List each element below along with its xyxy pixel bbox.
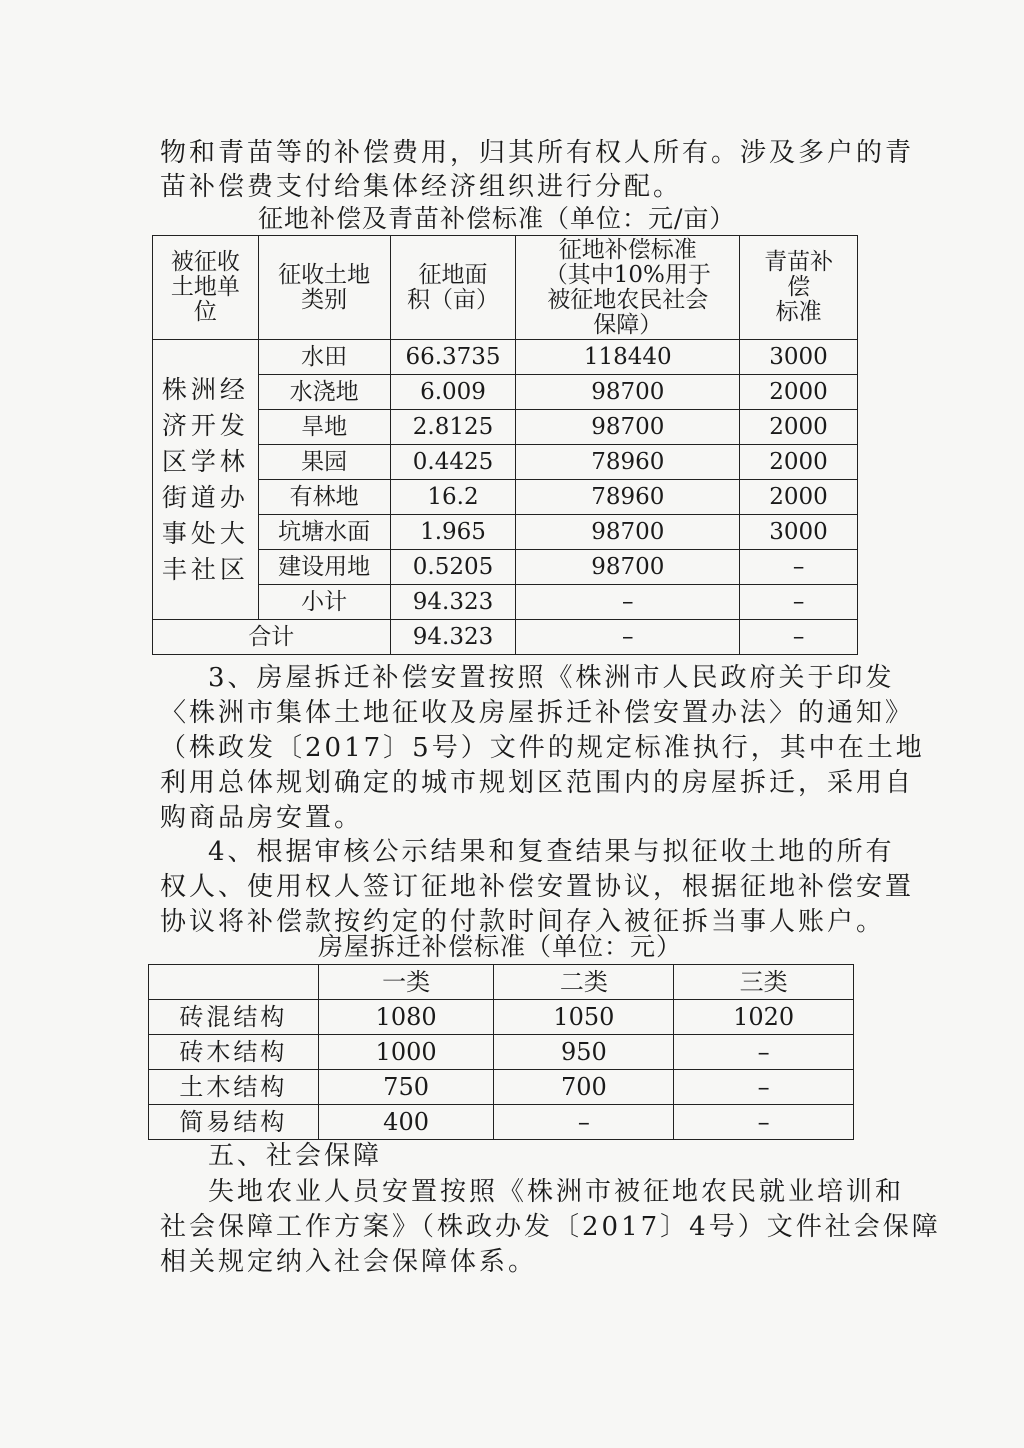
cell-standard: 78960	[516, 480, 740, 515]
table-row	[153, 480, 858, 515]
cell-crop: –	[740, 550, 858, 585]
paragraph-line: 〈株洲市集体土地征收及房屋拆迁补偿安置办法〉的通知》	[160, 698, 915, 728]
cell-crop: 2000	[740, 480, 858, 515]
cell-class-1: 750	[318, 1070, 494, 1105]
cell-standard: 98700	[516, 550, 740, 585]
cell-crop: 3000	[740, 515, 858, 550]
cell-standard: 98700	[516, 410, 740, 445]
header-empty	[149, 965, 319, 1000]
cell-area: 1.965	[390, 515, 516, 550]
cell-area: 16.2	[390, 480, 516, 515]
table-row	[149, 1035, 854, 1070]
row-label: 砖木结构	[149, 1035, 319, 1070]
paragraph-line: 社会保障工作方案》（株政办发〔2017〕4号）文件社会保障	[160, 1212, 941, 1242]
header-area: 征地面 积（亩）	[390, 236, 516, 340]
table-header-row	[153, 236, 858, 340]
cell-type: 果园	[258, 445, 390, 480]
row-label: 砖混结构	[149, 1000, 319, 1035]
paragraph-line: 3、房屋拆迁补偿安置按照《株洲市人民政府关于印发	[208, 663, 895, 693]
cell-class-2: 700	[494, 1070, 674, 1105]
cell-type: 有林地	[258, 480, 390, 515]
total-area: 94.323	[390, 620, 516, 655]
header-class-2: 二类	[494, 965, 674, 1000]
header-crop: 青苗补 偿 标准	[740, 236, 858, 340]
cell-crop: 2000	[740, 375, 858, 410]
cell-area: 6.009	[390, 375, 516, 410]
total-row	[153, 620, 858, 655]
cell-standard: 98700	[516, 375, 740, 410]
cell-type: 水浇地	[258, 375, 390, 410]
cell-crop: 2000	[740, 445, 858, 480]
cell-class-3: –	[674, 1035, 854, 1070]
paragraph-line: 利用总体规划确定的城市规划区范围内的房屋拆迁，采用自	[160, 768, 915, 798]
cell-type: 旱地	[258, 410, 390, 445]
paragraph-line: 物和青苗等的补偿费用，归其所有权人所有。涉及多户的青	[160, 138, 915, 168]
cell-class-3: 1020	[674, 1000, 854, 1035]
total-label: 合计	[153, 620, 391, 655]
subtotal-label: 小计	[258, 585, 390, 620]
cell-class-1: 1000	[318, 1035, 494, 1070]
house-compensation-table	[148, 964, 854, 1140]
table-row	[149, 1105, 854, 1140]
cell-crop: 3000	[740, 340, 858, 375]
paragraph-line: 协议将补偿款按约定的付款时间存入被征拆当事人账户。	[160, 907, 886, 937]
row-label: 简易结构	[149, 1105, 319, 1140]
table2-caption: 房屋拆迁补偿标准（单位：元）	[318, 932, 683, 961]
paragraph-line: 购商品房安置。	[160, 803, 364, 833]
table-row	[153, 340, 858, 375]
table1-caption: 征地补偿及青苗补偿标准（单位：元/亩）	[258, 204, 736, 233]
paragraph-line: 失地农业人员安置按照《株洲市被征地农民就业培训和	[208, 1177, 905, 1207]
total-crop: –	[740, 620, 858, 655]
paragraph-line: 权人、使用权人签订征地补偿安置协议，根据征地补偿安置	[160, 872, 915, 902]
paragraph-line: 4、根据审核公示结果和复查结果与拟征收土地的所有	[208, 837, 895, 867]
cell-crop: 2000	[740, 410, 858, 445]
cell-class-1: 1080	[318, 1000, 494, 1035]
subtotal-row	[153, 585, 858, 620]
row-label: 土木结构	[149, 1070, 319, 1105]
cell-type: 建设用地	[258, 550, 390, 585]
cell-class-1: 400	[318, 1105, 494, 1140]
table-row	[153, 410, 858, 445]
table-row	[149, 1000, 854, 1035]
table-header-row	[149, 965, 854, 1000]
total-standard: –	[516, 620, 740, 655]
cell-type: 水田	[258, 340, 390, 375]
header-land-type: 征收土地 类别	[258, 236, 390, 340]
table-row	[153, 515, 858, 550]
cell-standard: 78960	[516, 445, 740, 480]
cell-type: 坑塘水面	[258, 515, 390, 550]
cell-class-2: 1050	[494, 1000, 674, 1035]
header-class-3: 三类	[674, 965, 854, 1000]
paragraph-line: （株政发〔2017〕5号）文件的规定标准执行，其中在土地	[160, 733, 925, 763]
cell-class-3: –	[674, 1070, 854, 1105]
cell-area: 2.8125	[390, 410, 516, 445]
cell-class-3: –	[674, 1105, 854, 1140]
cell-area: 66.3735	[390, 340, 516, 375]
cell-standard: 118440	[516, 340, 740, 375]
unit-name-cell: 株洲经 济开发 区学林 街道办 事处大 丰社区	[153, 340, 259, 620]
cell-standard: 98700	[516, 515, 740, 550]
table-row	[149, 1070, 854, 1105]
cell-area: 0.4425	[390, 445, 516, 480]
header-standard: 征地补偿标准 （其中10%用于 被征地农民社会 保障）	[516, 236, 740, 340]
section-heading: 五、社会保障	[208, 1141, 383, 1171]
cell-class-2: –	[494, 1105, 674, 1140]
subtotal-standard: –	[516, 585, 740, 620]
table-row	[153, 445, 858, 480]
cell-class-2: 950	[494, 1035, 674, 1070]
header-unit: 被征收 土地单 位	[153, 236, 259, 340]
cell-area: 0.5205	[390, 550, 516, 585]
paragraph-line: 相关规定纳入社会保障体系。	[160, 1247, 538, 1277]
header-class-1: 一类	[318, 965, 494, 1000]
land-compensation-table	[152, 235, 858, 655]
subtotal-crop: –	[740, 585, 858, 620]
paragraph-line: 苗补偿费支付给集体经济组织进行分配。	[160, 172, 683, 202]
table-row	[153, 375, 858, 410]
table-row	[153, 550, 858, 585]
subtotal-area: 94.323	[390, 585, 516, 620]
